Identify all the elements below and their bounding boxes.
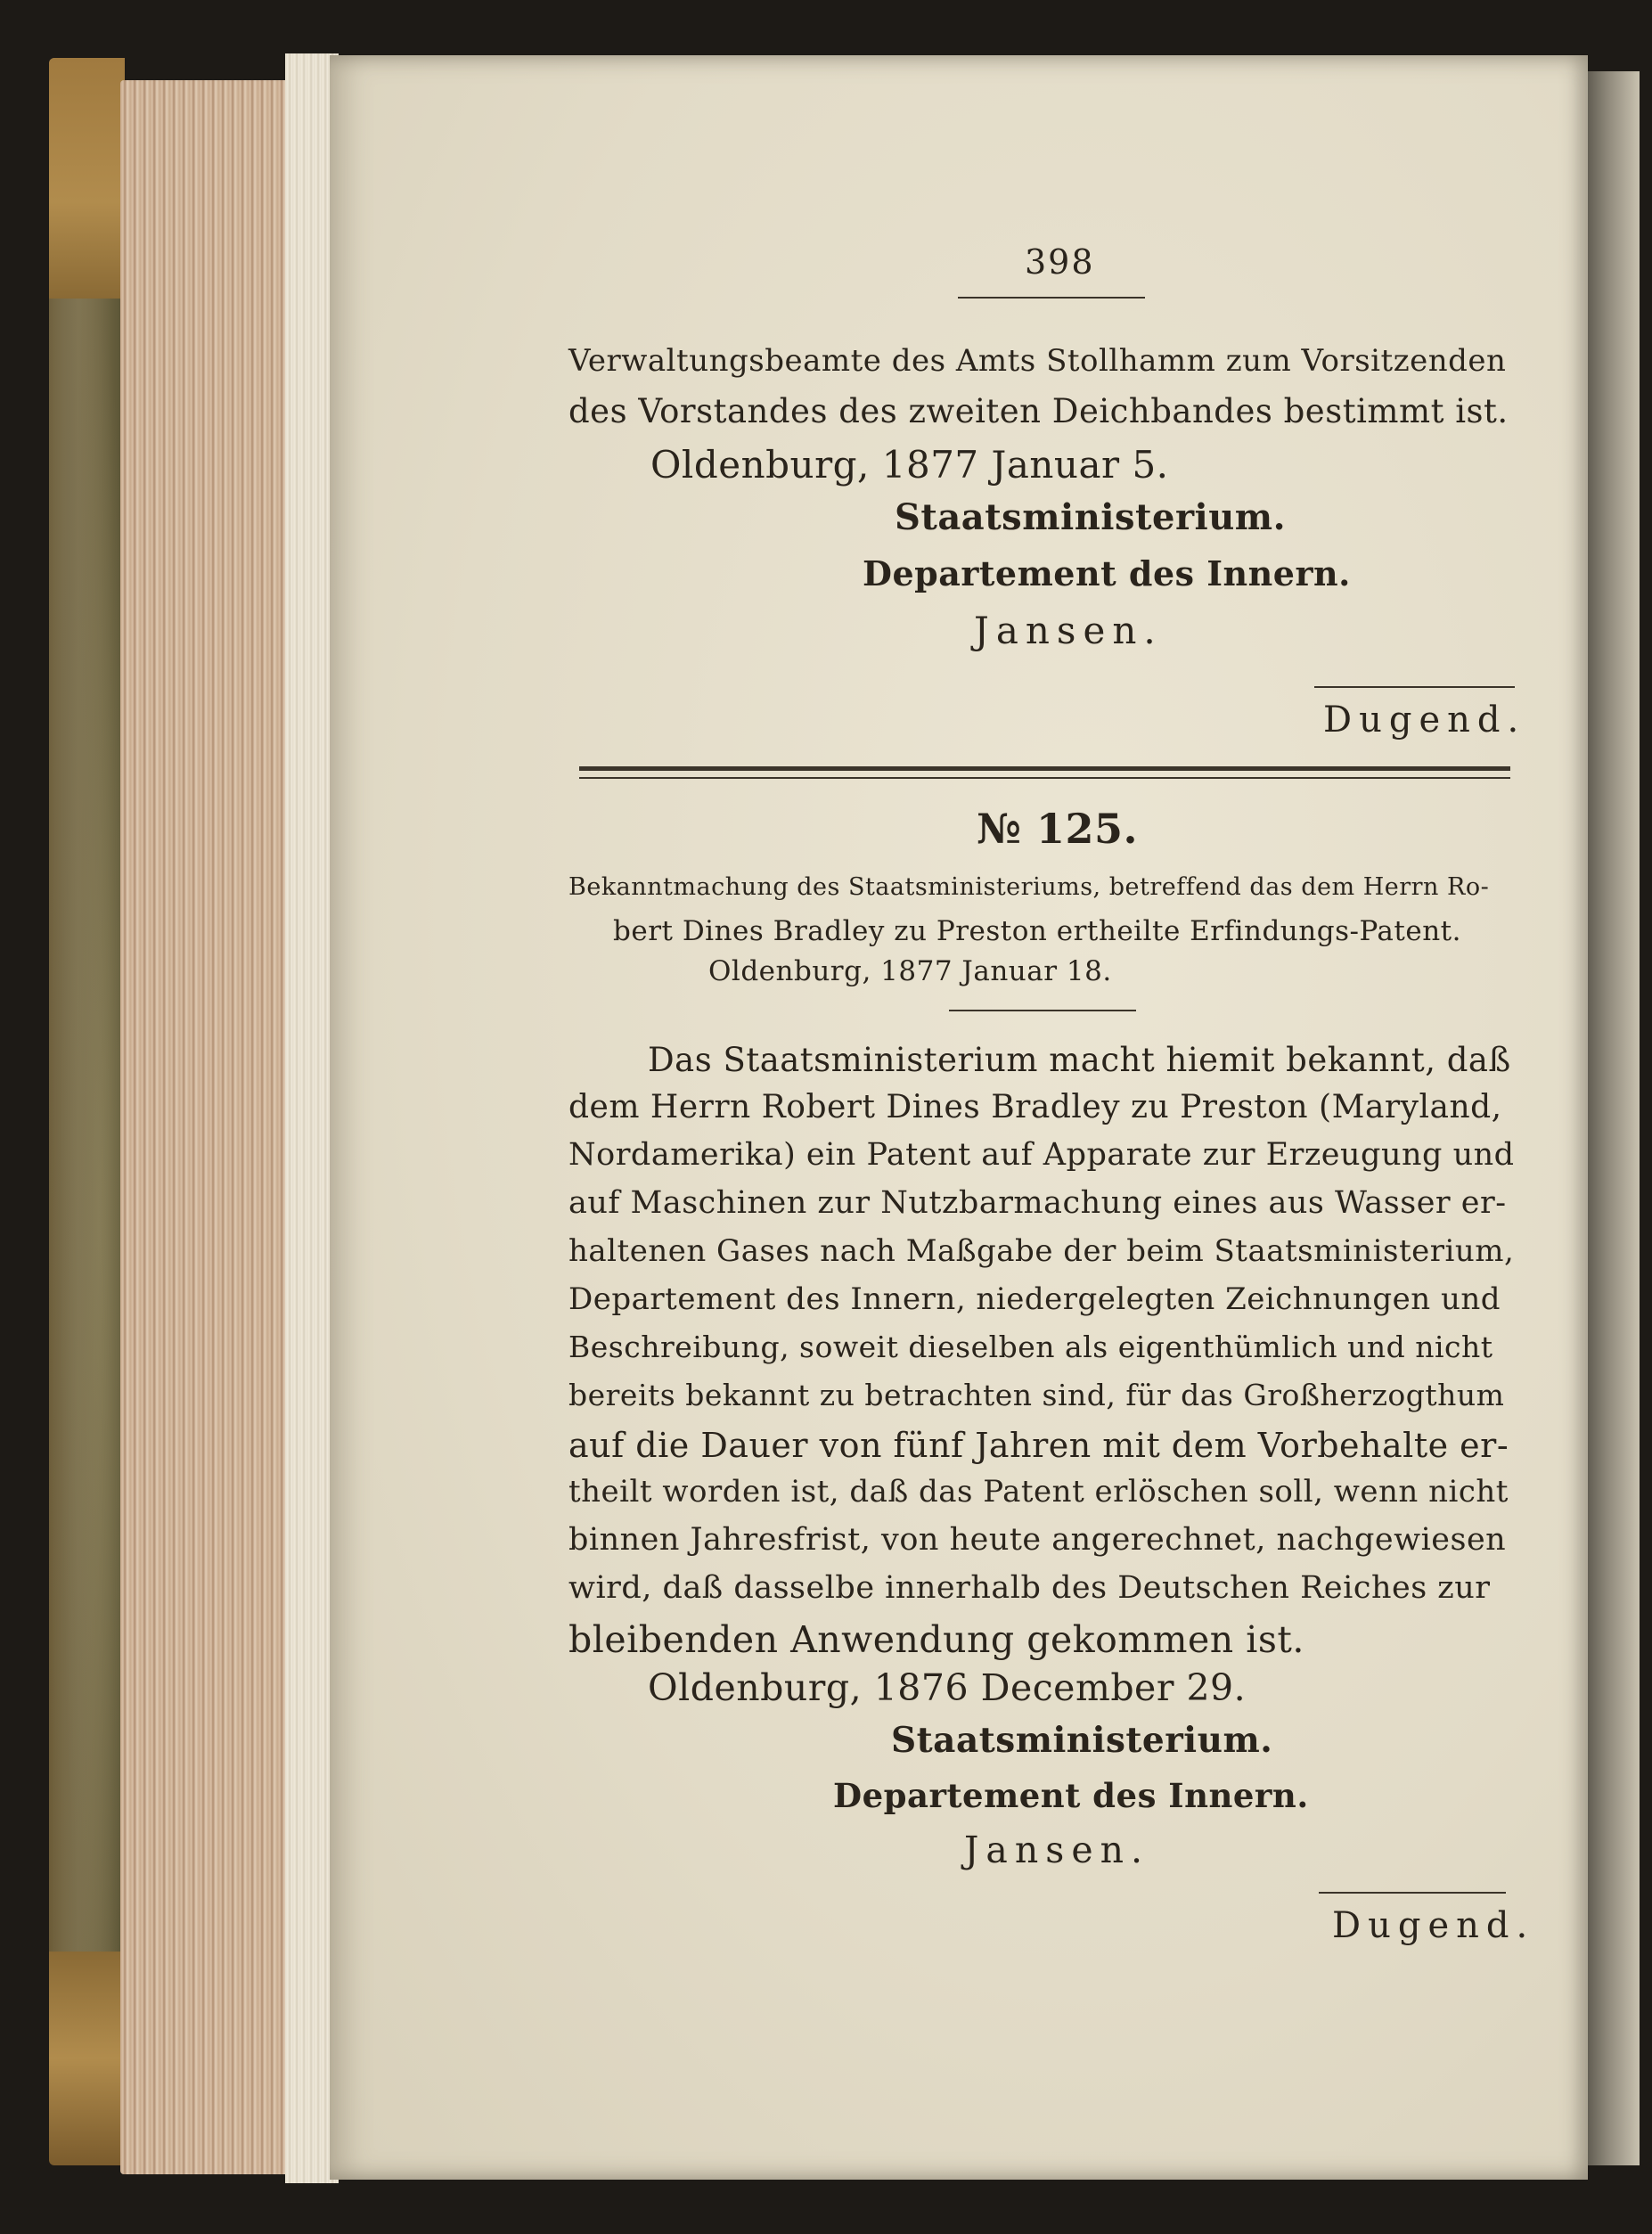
notice-body-line-12: wird, daß dasselbe innerhalb des Deutschen Reiches zur: [568, 1570, 1491, 1606]
notice-body-line-5: haltenen Gases nach Maßgabe der beim Staatsministerium,: [568, 1233, 1515, 1269]
cover-leather-top: [49, 58, 125, 299]
notice-body-line-4: auf Maschinen zur Nutzbarmachung eines aus Wasser er-: [568, 1185, 1507, 1221]
notice-title-date: Oldenburg, 1877 Januar 18.: [708, 955, 1112, 987]
notice-body-line-8: bereits bekannt zu betrachten sind, für das Großherzogthum: [568, 1378, 1505, 1412]
notice-countersign-rule: [1319, 1892, 1506, 1894]
notice-date: Oldenburg, 1876 December 29.: [648, 1666, 1247, 1709]
notice-body-line-1: Das Staatsministerium macht hiemit bekannt, daß: [648, 1041, 1511, 1079]
prev-text-line-2: des Vorstandes des zweiten Deichbandes bestimmt ist.: [568, 392, 1509, 430]
marbled-cover: [49, 58, 120, 2161]
prev-ministry: Staatsministerium.: [895, 496, 1287, 538]
prev-date: Oldenburg, 1877 Januar 5.: [650, 443, 1169, 487]
page-number: 398: [1025, 242, 1095, 282]
prev-countersign: Dugend.: [1323, 700, 1526, 741]
notice-department: Departement des Innern.: [833, 1776, 1309, 1815]
notice-body-line-11: binnen Jahresfrist, von heute angerechnet, nachgewiesen: [568, 1522, 1507, 1558]
facing-page-edge: [1586, 71, 1640, 2165]
notice-body-line-9: auf die Dauer von fünf Jahren mit dem Vorbehalte er-: [568, 1426, 1509, 1465]
notice-title-rule: [949, 1010, 1136, 1011]
section-separator-thin: [579, 777, 1510, 779]
notice-number: № 125.: [977, 805, 1139, 853]
notice-body-line-6: Departement des Innern, niedergelegten Zeichnungen und: [568, 1281, 1501, 1317]
prev-department: Departement des Innern.: [863, 553, 1351, 593]
prev-signature: Jansen.: [974, 609, 1163, 652]
notice-body-line-3: Nordamerika) ein Patent auf Apparate zur Erzeugung und: [568, 1137, 1515, 1173]
notice-title-line-2: bert Dines Bradley zu Preston ertheilte Erfindungs-Patent.: [613, 915, 1461, 947]
notice-title-line-1: Bekanntmachung des Staatsministeriums, betreffend das dem Herrn Ro-: [568, 873, 1490, 901]
notice-body-line-2: dem Herrn Robert Dines Bradley zu Preston (Maryland,: [568, 1089, 1502, 1125]
prev-countersign-rule: [1314, 686, 1515, 688]
notice-body-line-7: Beschreibung, soweit dieselben als eigenthümlich und nicht: [568, 1330, 1493, 1364]
notice-ministry: Staatsministerium.: [891, 1720, 1273, 1761]
notice-body-line-13: bleibenden Anwendung gekommen ist.: [568, 1618, 1304, 1661]
notice-countersign: Dugend.: [1332, 1905, 1535, 1946]
cover-leather-bottom: [49, 1952, 125, 2165]
prev-text-line-1: Verwaltungsbeamte des Amts Stollhamm zum Vorsitzenden: [568, 343, 1507, 379]
page-number-rule: [958, 297, 1145, 299]
notice-signature: Jansen.: [964, 1829, 1150, 1871]
section-separator-thick: [579, 766, 1510, 771]
notice-body-line-10: theilt worden ist, daß das Patent erlöschen soll, wenn nicht: [568, 1474, 1509, 1510]
